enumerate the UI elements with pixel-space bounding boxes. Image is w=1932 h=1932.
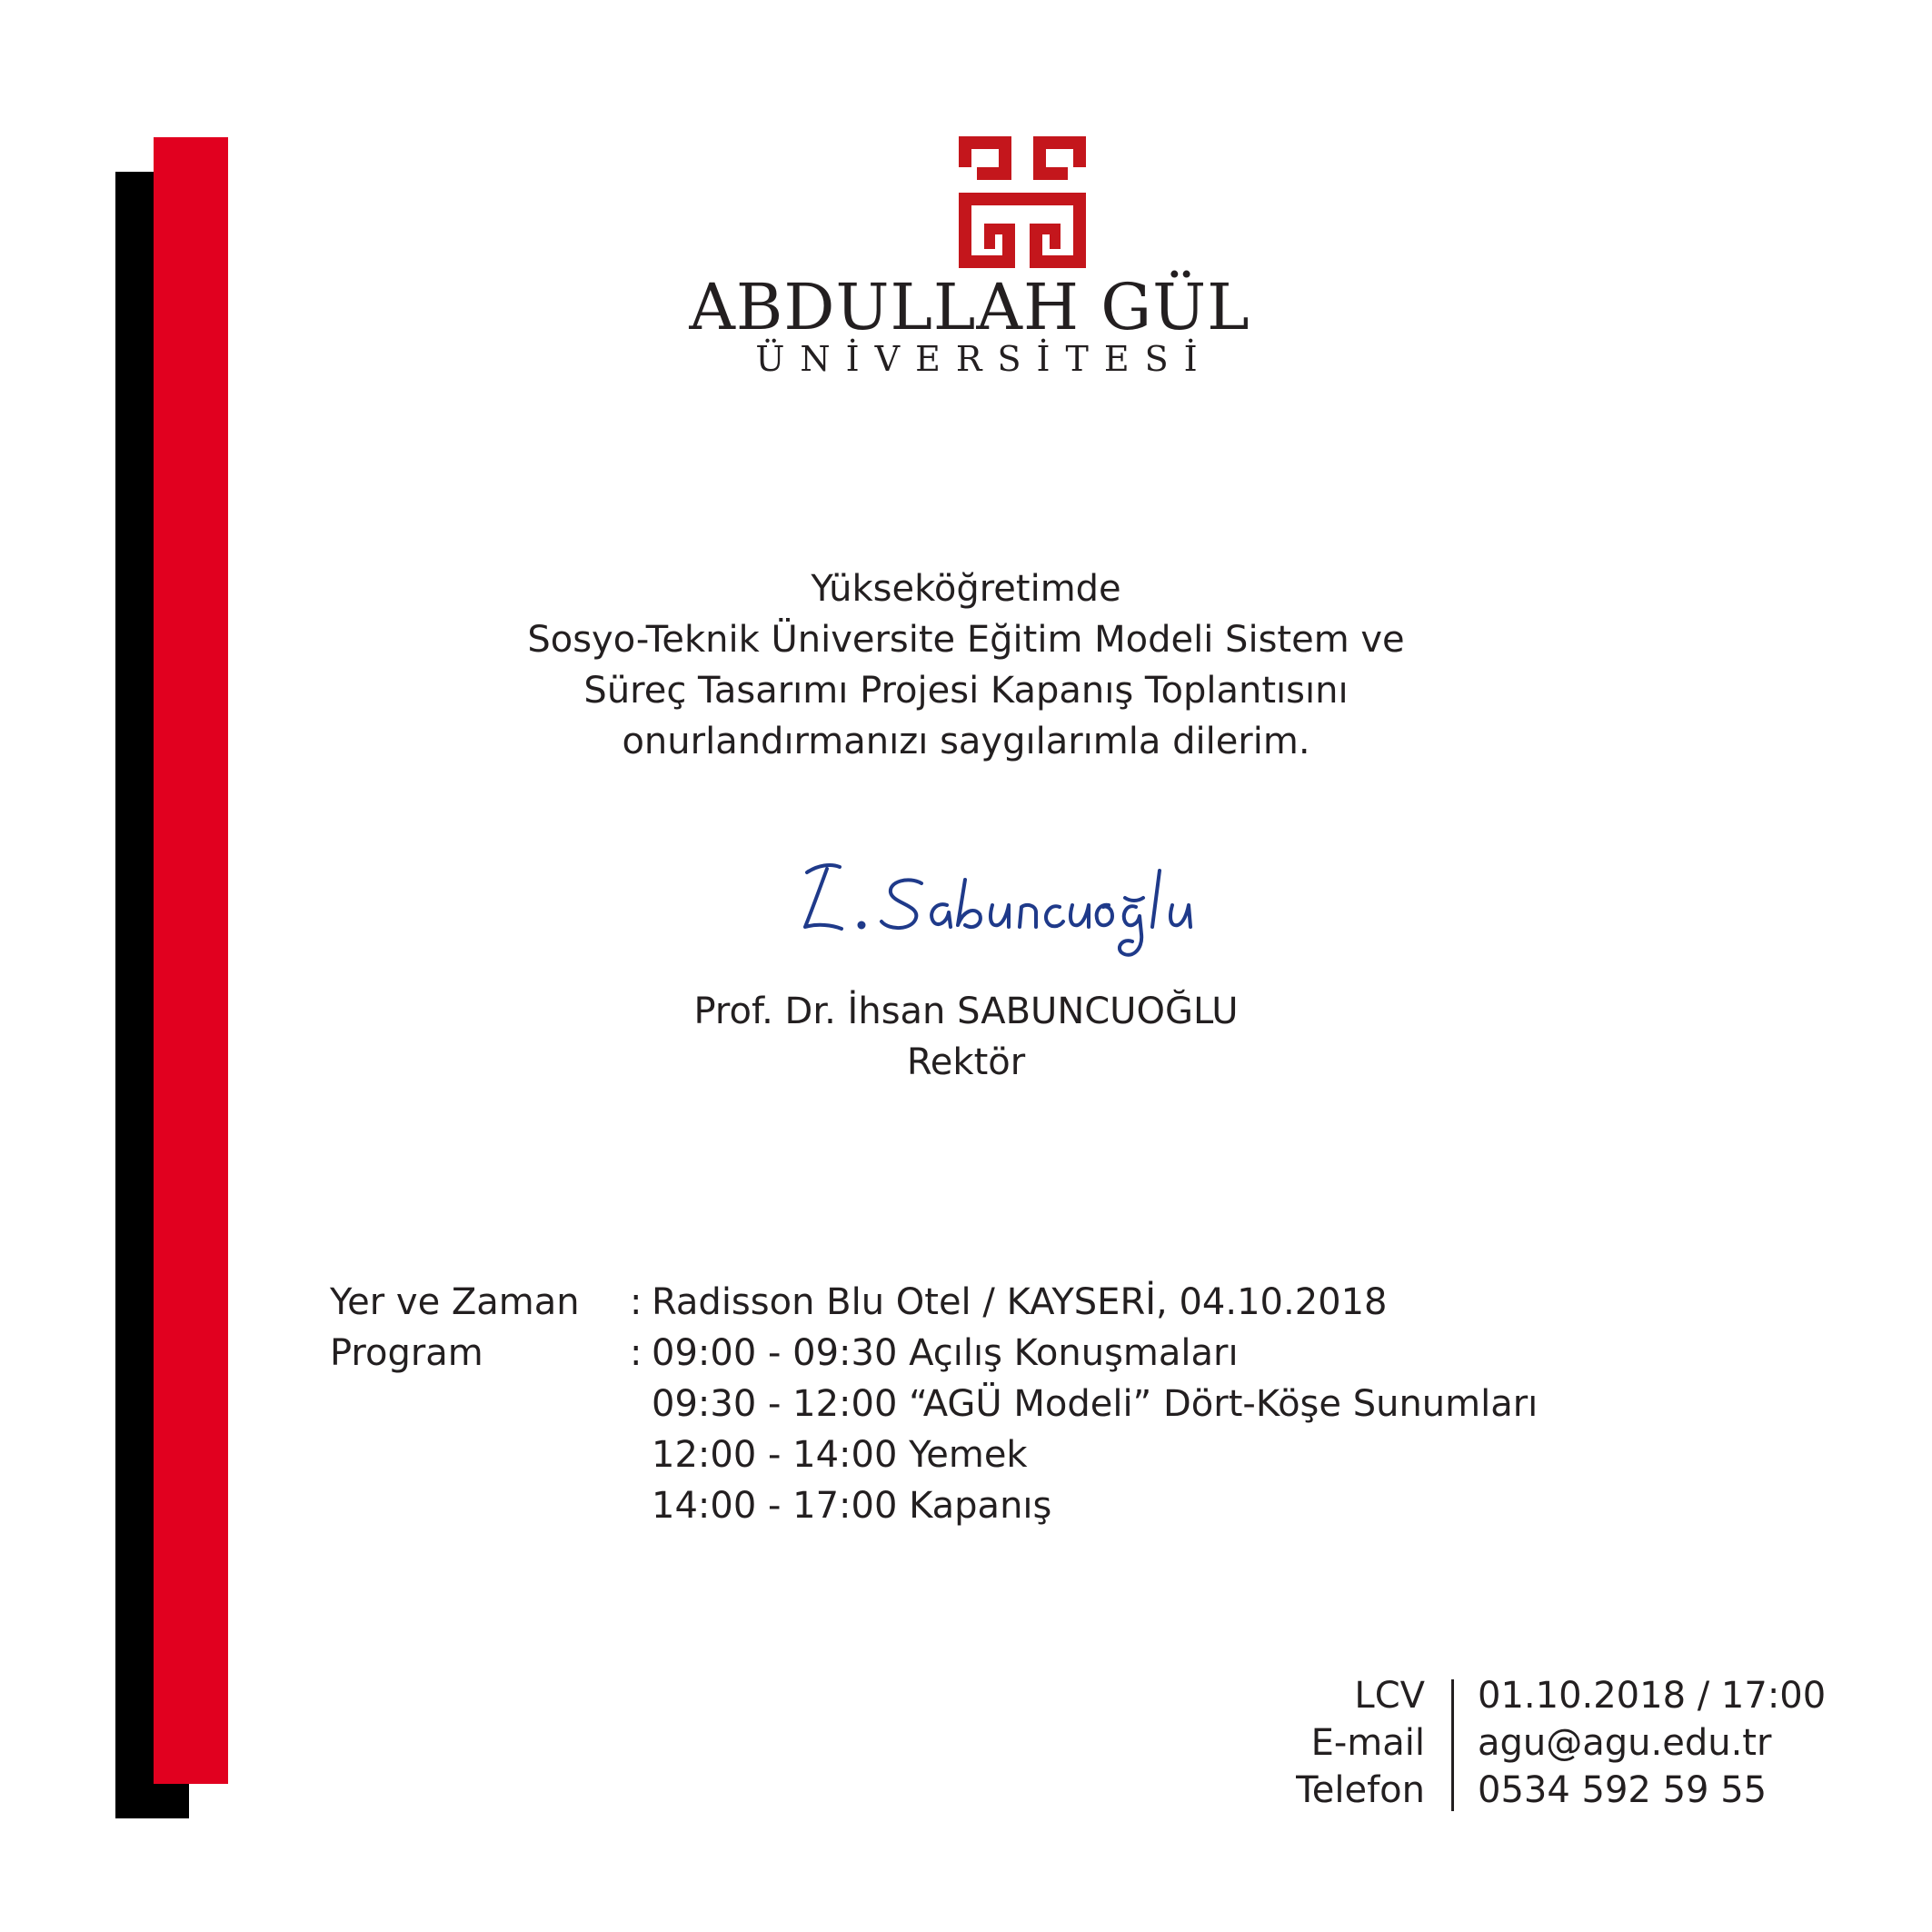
- contact-labels: [1181, 1672, 1425, 1814]
- university-subtitle: ÜNİVERSİTESİ: [755, 339, 1213, 379]
- rsvp-label: LCV: [1354, 1675, 1425, 1717]
- phone-value[interactable]: 0534 592 59 55: [1478, 1769, 1768, 1811]
- invitation-line: Süreç Tasarımı Projesi Kapanış Toplantısını: [583, 670, 1349, 712]
- invitation-line: Yükseköğretimde: [811, 568, 1121, 610]
- invitation-text: [0, 563, 1932, 767]
- signer-title: Rektör: [906, 1041, 1026, 1083]
- email-value[interactable]: agu@agu.edu.tr: [1478, 1722, 1772, 1764]
- contact-divider: [1451, 1679, 1454, 1811]
- signer-block: [0, 986, 1932, 1088]
- handwritten-signature: [787, 852, 1260, 971]
- signer-name: Prof. Dr. İhsan SABUNCUOĞLU: [693, 991, 1239, 1032]
- separator-colon: :: [630, 1332, 642, 1374]
- invitation-line: Sosyo-Teknik Üniversite Eğitim Modeli Sistem ve: [527, 619, 1405, 661]
- program-item: 12:00 - 14:00 Yemek: [652, 1434, 1028, 1476]
- phone-label: Telefon: [1296, 1769, 1425, 1811]
- invitation-line: onurlandırmanızı saygılarımla dilerim.: [622, 721, 1310, 762]
- program-label: Program: [330, 1332, 483, 1374]
- program-item: 09:00 - 09:30 Açılış Konuşmaları: [652, 1332, 1239, 1374]
- venue-label: Yer ve Zaman: [330, 1281, 580, 1323]
- rsvp-value: 01.10.2018 / 17:00: [1478, 1675, 1827, 1717]
- contact-values: [1478, 1672, 1827, 1814]
- separator-colon: :: [630, 1281, 642, 1323]
- program-item: 09:30 - 12:00 “AGÜ Modeli” Dört-Köşe Sunumları: [652, 1383, 1539, 1425]
- university-logo-icon: [959, 136, 1086, 268]
- email-label: E-mail: [1310, 1722, 1425, 1764]
- university-name: ABDULLAH GÜL: [689, 270, 1250, 344]
- program-item: 14:00 - 17:00 Kapanış: [652, 1485, 1052, 1527]
- decorative-red-bar: [154, 137, 228, 1784]
- venue-value: Radisson Blu Otel / KAYSERİ, 04.10.2018: [652, 1281, 1388, 1323]
